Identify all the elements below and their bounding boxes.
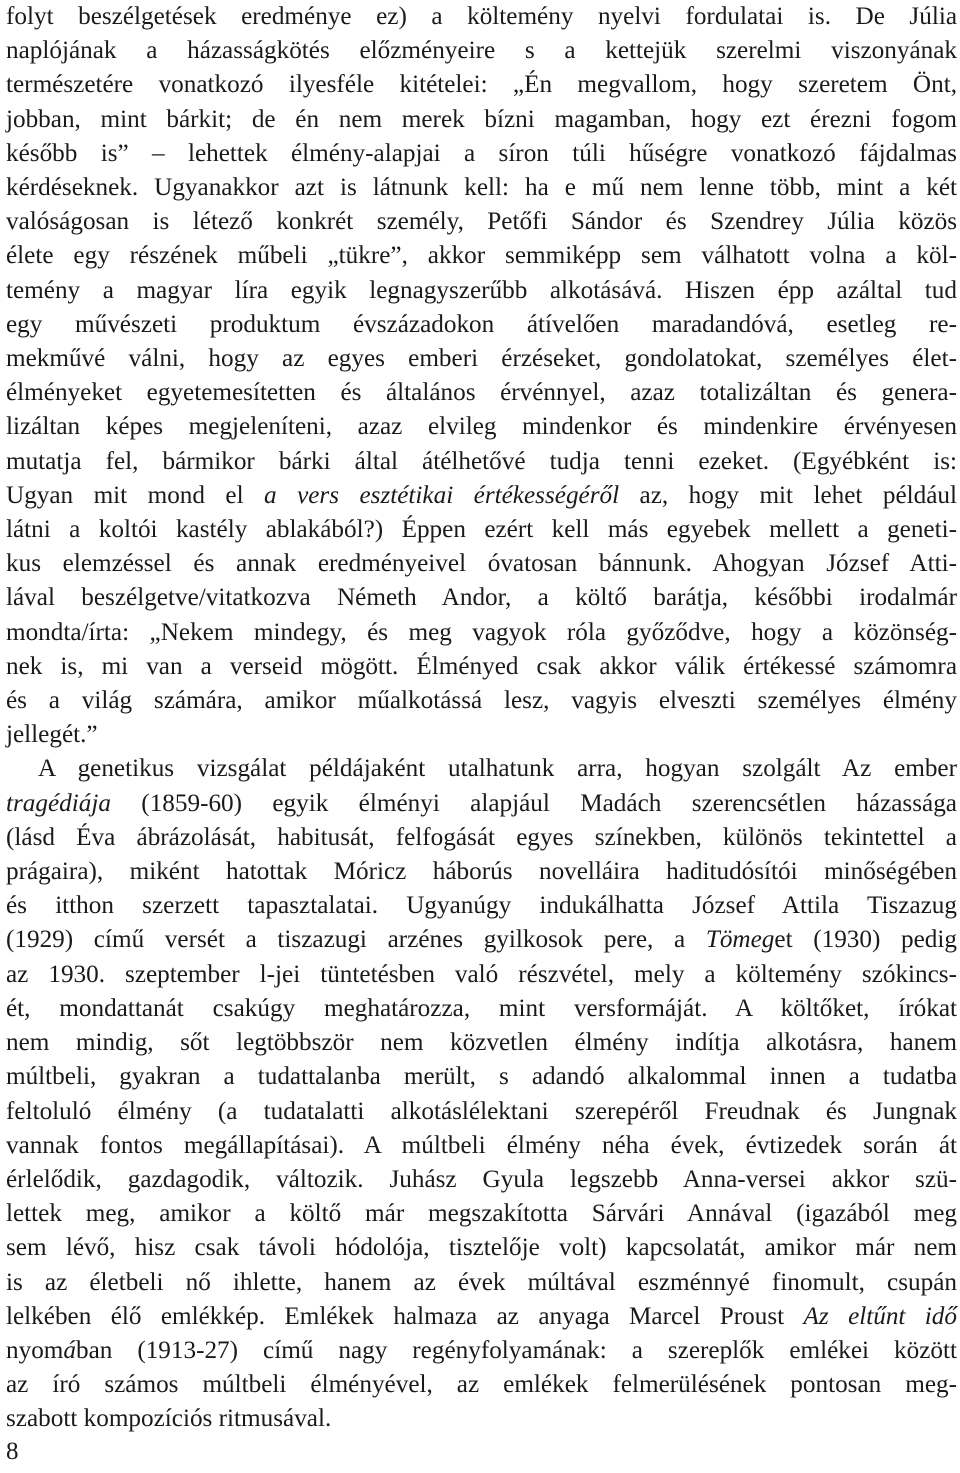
text-line: kérdéseknek. Ugyanakkor azt is látnunk kell: ha e mű nem lenne több, mint a két [6,174,957,202]
text-line: lettek meg, amikor a költő már megszakította Sárvári Annával (igazából meg [6,1200,957,1228]
paragraph-1 [6,0,957,752]
text-line: természetére vonatkozó ilyesféle kitételei: „Én megvallom, hogy szeretem Önt, [6,71,957,99]
text-line: egy művészeti produktum évszázadokon átívelően maradandóvá, esetleg re- [6,310,957,338]
text-line: prágaira), miként hatottak Móricz háborús novelláira haditudósítói minőségében [6,858,957,886]
paragraph-2 [6,752,957,1436]
text-line: nyomában (1913-27) című nagy regényfolyamának: a szereplők emlékei között [6,1336,957,1364]
text-line: temény a magyar líra egyik legnagyszerűbb alkotásává. Hiszen épp azáltal tud [6,276,957,304]
text-line: ét, mondattanát csakúgy meghatározza, mint versformáját. A költőket, írókat [6,994,957,1022]
text-line: élete egy részének műbeli „tükre”, akkor semmiképp sem válhatott volna a köl- [6,242,957,270]
text-line: Ugyan mit mond el a vers esztétikai értékességéről az, hogy mit lehet például [6,481,957,509]
text-line: lelkében élő emlékkép. Emlékek halmaza az anyaga Marcel Proust Az eltűnt idő [6,1302,957,1330]
text-line: jellegét.” [6,721,98,749]
text-line: lával beszélgetve/vitatkozva Németh Andor, a költő barátja, későbbi irodalmár [6,584,957,612]
text-line: nek is, mi van a verseid mögött. Élményed csak akkor válik értékessé számomra [6,652,957,680]
text-line: is az életbeli nő ihlette, hanem az évek múltával eszménnyé finomult, csupán [6,1268,957,1296]
text-line: lizáltan képes megjeleníteni, azaz elvileg mindenkor és mindenkire érvényesen [6,413,957,441]
text-line: kus elemzéssel és annak eredményeivel óvatosan bánnunk. Ahogyan József Atti- [6,550,957,578]
text-line: érlelődik, gazdagodik, változik. Juhász Gyula legszebb Anna-versei akkor szü- [6,1165,957,1193]
text-line: nem mindig, sőt legtöbbször nem közvetlen élmény indítja alkotásra, hanem [6,1029,957,1057]
text-line: (1929) című versét a tiszazugi arzénes gyilkosok pere, a Tömeget (1930) pedig [6,926,957,954]
page-number: 8 [6,1438,19,1465]
text-line: szabott kompozíciós ritmusával. [6,1405,332,1433]
text-line: az 1930. szeptember l-jei tüntetésben való részvétel, mely a költemény szókincs- [6,960,957,988]
text-line: múltbeli, gyakran a tudattalanba merült, s adandó alkalommal innen a tudatba [6,1063,957,1091]
text-line: mekművé válni, hogy az egyes emberi érzéseket, gondolatokat, személyes élet- [6,345,957,373]
text-line: folyt beszélgetések eredménye ez) a költemény nyelvi fordulatai is. De Júlia [6,3,957,30]
page-body [6,0,957,1437]
text-line: jobban, mint bárkit; de én nem merek bízni magamban, hogy ezt érezni fogom [6,105,957,133]
text-line: valóságosan is létező konkrét személy, Petőfi Sándor és Szendrey Júlia közös [6,208,957,236]
text-line: naplójának a házasságkötés előzményeire s a kettejük szerelmi viszonyának [6,37,957,65]
text-line: az író számos múltbeli élményével, az emlékek felmerülésének pontosan meg- [6,1371,957,1399]
text-line: feltoluló élmény (a tudatalatti alkotáslélektani szerepéről Freudnak és Jungnak [6,1097,957,1125]
text-line: vannak fontos megállapításai). A múltbeli élmény néha évek, évtizedek során át [6,1131,957,1159]
text-line: később is” – lehettek élmény-alapjai a síron túli hűségre vonatkozó fájdalmas [6,139,957,167]
text-line: és a világ számára, amikor műalkotássá lesz, vagyis elveszti személyes élmény [6,687,957,715]
text-line: (lásd Éva ábrázolását, habitusát, felfogását egyes színekben, különös tekintettel a [6,823,957,851]
text-line: A genetikus vizsgálat példájaként utalhatunk arra, hogyan szolgált Az ember [38,755,957,783]
text-line: látni a koltói kastély ablakából?) Éppen ezért kell más egyebek mellett a geneti- [6,516,957,544]
text-line: és itthon szerzett tapasztalatai. Ugyanúgy indukálhatta József Attila Tiszazug [6,892,957,920]
text-line: mutatja fel, bármikor bárki által átélhetővé tudja tenni ezeket. (Egyébként is: [6,447,957,475]
text-line: tragédiája (1859-60) egyik élményi alapjául Madách szerencsétlen házassága [6,789,957,817]
text-line: sem lévő, hisz csak távoli hódolója, tisztelője volt) kapcsolatát, amikor már nem [6,1234,957,1262]
text-line: élményeket egyetemesítetten és általános érvénnyel, azaz totalizáltan és genera- [6,379,957,407]
text-line: mondta/írta: „Nekem mindegy, és meg vagyok róla győződve, hogy a közönség- [6,618,957,646]
